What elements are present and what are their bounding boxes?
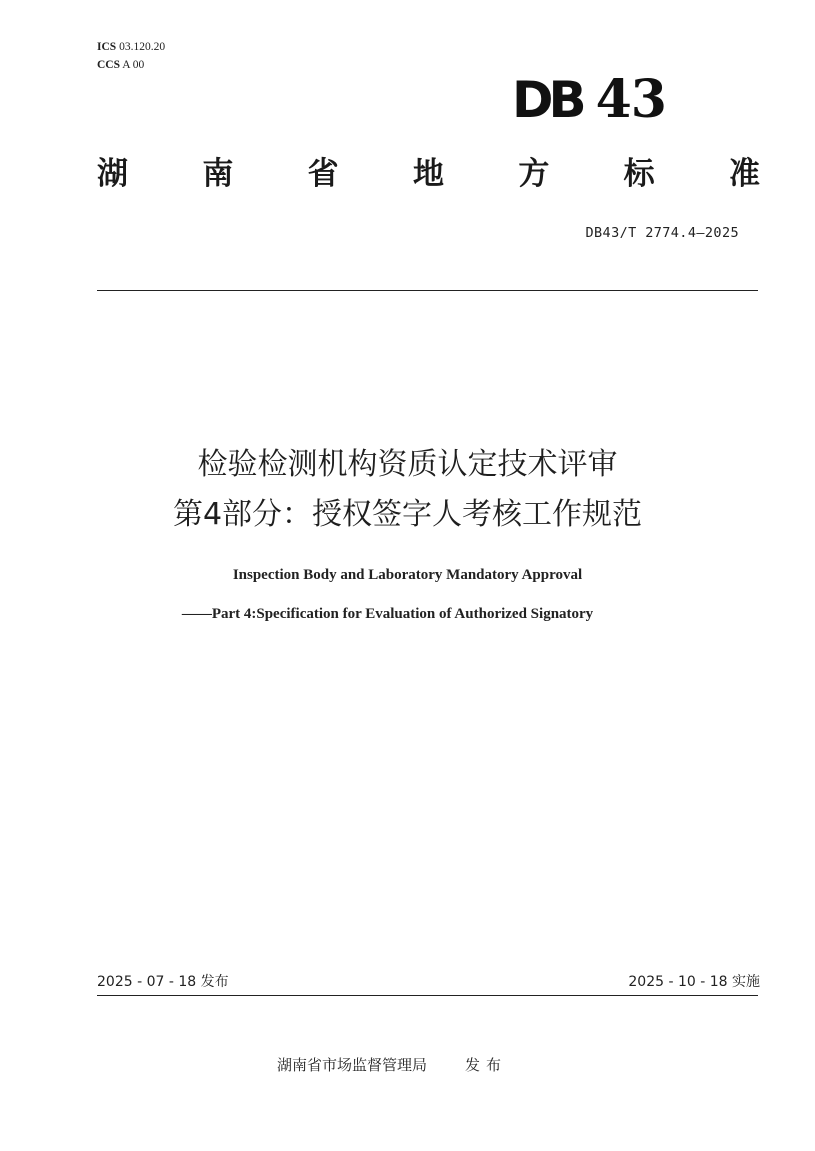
standard-type-char: 地 [412,156,444,192]
ccs-code [97,56,165,74]
chinese-title-line-2: 第4部分：授权签字人考核工作规范 [172,497,643,532]
standard-type-char: 湖 [97,156,128,192]
ics-code [97,38,165,56]
top-divider [97,290,758,291]
standard-type-char: 方 [518,156,550,192]
issuer-line [277,1054,507,1076]
standard-number: DB43/T 2774.4—2025 [585,225,739,241]
issuer-name: 湖南省市场监督管理局 [277,1056,428,1074]
db43-logo [512,70,666,130]
implementation-date: 2025 - 10 - 18 实施 [628,974,760,990]
chinese-title [0,440,815,540]
english-title-line-2: ——Part 4:Specification for Evaluation of Authorized Signatory [181,606,594,622]
logo-number: 43 [595,69,666,130]
standard-type-char: 省 [307,156,339,192]
bottom-divider [97,995,758,996]
ics-label: ICS [97,41,117,53]
standard-type-char: 准 [728,156,760,192]
ccs-value: A 00 [122,59,145,71]
issue-date: 2025 - 07 - 18 发布 [97,974,229,990]
standard-type-char: 南 [202,156,234,192]
issue-action: 发布 [465,1056,508,1074]
standard-type-heading [97,152,760,196]
date-row [97,972,760,992]
english-title-line-1: Inspection Body and Laboratory Mandatory Approval [232,567,583,583]
chinese-title-line-1: 检验检测机构资质认定技术评审 [197,447,618,482]
logo-prefix: DB [512,71,582,129]
standard-type-char: 标 [623,156,655,192]
ics-value: 03.120.20 [119,41,166,53]
classification-codes [97,38,165,74]
ccs-label: CCS [97,59,121,71]
